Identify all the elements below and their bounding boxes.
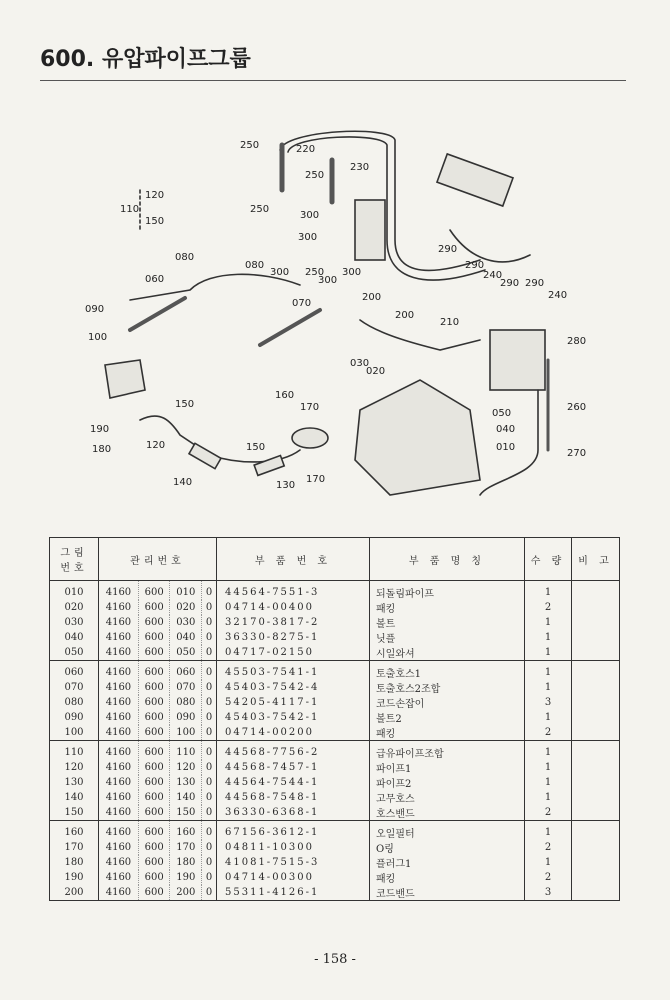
callout: 300 <box>318 275 338 286</box>
table-row <box>50 645 620 661</box>
callout: 090 <box>85 304 105 315</box>
fig-no-cell: 080 <box>50 695 99 710</box>
mgmt-no-cell: 190 <box>170 870 202 885</box>
mgmt-no-cell: 4160 <box>99 710 139 725</box>
part-name-cell: 플러그1 <box>370 855 525 870</box>
mgmt-no-cell: 0 <box>202 790 217 805</box>
remarks-cell <box>572 645 620 661</box>
table-row <box>50 741 620 761</box>
part-no-cell: 32170-3817-2 <box>217 615 370 630</box>
callout: 270 <box>567 448 587 459</box>
callout: 120 <box>146 440 166 451</box>
callout: 200 <box>395 310 415 321</box>
fig-no-cell: 140 <box>50 790 99 805</box>
mgmt-no-cell: 130 <box>170 775 202 790</box>
mgmt-no-cell: 090 <box>170 710 202 725</box>
table-header-row <box>50 538 620 581</box>
col-part-name: 부 품 명 칭 <box>370 538 525 581</box>
part-no-cell: 04714-00400 <box>217 600 370 615</box>
qty-cell: 2 <box>525 870 572 885</box>
mgmt-no-cell: 0 <box>202 821 217 841</box>
table-row <box>50 630 620 645</box>
part-no-cell: 04714-00200 <box>217 725 370 741</box>
mgmt-no-cell: 4160 <box>99 630 139 645</box>
callout: 300 <box>300 210 320 221</box>
qty-cell: 1 <box>525 710 572 725</box>
table-row <box>50 855 620 870</box>
mgmt-no-cell: 0 <box>202 645 217 661</box>
fig-no-cell: 090 <box>50 710 99 725</box>
part-name-cell: 코드밴드 <box>370 885 525 901</box>
remarks-cell <box>572 760 620 775</box>
part-name-cell: 오일필터 <box>370 821 525 841</box>
mgmt-no-cell: 600 <box>138 725 170 741</box>
mgmt-no-cell: 4160 <box>99 821 139 841</box>
callout: 060 <box>145 274 165 285</box>
remarks-cell <box>572 710 620 725</box>
qty-cell: 1 <box>525 581 572 601</box>
mgmt-no-cell: 600 <box>138 775 170 790</box>
table-row <box>50 885 620 901</box>
qty-cell: 2 <box>525 840 572 855</box>
table-row <box>50 600 620 615</box>
callout: 150 <box>145 216 165 227</box>
callout: 080 <box>245 260 265 271</box>
part-name-cell: 패킹 <box>370 870 525 885</box>
fig-no-cell: 170 <box>50 840 99 855</box>
qty-cell: 2 <box>525 725 572 741</box>
mgmt-no-cell: 200 <box>170 885 202 901</box>
callout: 110 <box>120 204 140 215</box>
mgmt-no-cell: 0 <box>202 710 217 725</box>
callout: 290 <box>465 260 485 271</box>
part-no-cell: 04717-02150 <box>217 645 370 661</box>
qty-cell: 2 <box>525 600 572 615</box>
qty-cell: 1 <box>525 760 572 775</box>
mgmt-no-cell: 160 <box>170 821 202 841</box>
callout: 260 <box>567 402 587 413</box>
mgmt-no-cell: 4160 <box>99 790 139 805</box>
callout: 290 <box>438 244 458 255</box>
table-row <box>50 710 620 725</box>
fig-no-cell: 050 <box>50 645 99 661</box>
callout: 250 <box>305 267 325 278</box>
remarks-cell <box>572 775 620 790</box>
callout: 190 <box>90 424 110 435</box>
col-part-no: 부 품 번 호 <box>217 538 370 581</box>
parts-list-table <box>49 537 620 901</box>
callout: 180 <box>92 444 112 455</box>
part-no-cell: 45503-7541-1 <box>217 661 370 681</box>
mgmt-no-cell: 600 <box>138 645 170 661</box>
table-row <box>50 790 620 805</box>
callout: 020 <box>366 366 386 377</box>
callout: 290 <box>525 278 545 289</box>
qty-cell: 1 <box>525 615 572 630</box>
callout: 280 <box>567 336 587 347</box>
part-no-cell: 04811-10300 <box>217 840 370 855</box>
mgmt-no-cell: 020 <box>170 600 202 615</box>
remarks-cell <box>572 790 620 805</box>
col-qty: 수 량 <box>525 538 572 581</box>
mgmt-no-cell: 030 <box>170 615 202 630</box>
part-name-cell: 고무호스 <box>370 790 525 805</box>
col-remarks: 비 고 <box>572 538 620 581</box>
callout: 300 <box>342 267 362 278</box>
mgmt-no-cell: 110 <box>170 741 202 761</box>
mgmt-no-cell: 4160 <box>99 885 139 901</box>
callout: 300 <box>298 232 318 243</box>
callout: 290 <box>500 278 520 289</box>
qty-cell: 1 <box>525 645 572 661</box>
mgmt-no-cell: 0 <box>202 805 217 821</box>
mgmt-no-cell: 0 <box>202 775 217 790</box>
callout: 250 <box>240 140 260 151</box>
callout: 250 <box>305 170 325 181</box>
mgmt-no-cell: 4160 <box>99 645 139 661</box>
table-row <box>50 775 620 790</box>
mgmt-no-cell: 0 <box>202 661 217 681</box>
remarks-cell <box>572 695 620 710</box>
remarks-cell <box>572 630 620 645</box>
table-row <box>50 760 620 775</box>
table-row <box>50 615 620 630</box>
mgmt-no-cell: 4160 <box>99 695 139 710</box>
table-row <box>50 840 620 855</box>
part-no-cell: 67156-3612-1 <box>217 821 370 841</box>
table-row <box>50 725 620 741</box>
fig-no-cell: 060 <box>50 661 99 681</box>
mgmt-no-cell: 600 <box>138 741 170 761</box>
mgmt-no-cell: 0 <box>202 885 217 901</box>
mgmt-no-cell: 600 <box>138 790 170 805</box>
fig-no-cell: 040 <box>50 630 99 645</box>
mgmt-no-cell: 0 <box>202 680 217 695</box>
mgmt-no-cell: 170 <box>170 840 202 855</box>
callout: 040 <box>496 424 516 435</box>
mgmt-no-cell: 4160 <box>99 741 139 761</box>
part-no-cell: 54205-4117-1 <box>217 695 370 710</box>
remarks-cell <box>572 615 620 630</box>
qty-cell: 1 <box>525 790 572 805</box>
part-name-cell: 토출호스1 <box>370 661 525 681</box>
part-name-cell: O링 <box>370 840 525 855</box>
mgmt-no-cell: 4160 <box>99 760 139 775</box>
callout: 300 <box>270 267 290 278</box>
callout: 220 <box>296 144 316 155</box>
part-name-cell: 되돌림파이프 <box>370 581 525 601</box>
part-name-cell: 닛플 <box>370 630 525 645</box>
callout: 130 <box>276 480 296 491</box>
fig-no-cell: 160 <box>50 821 99 841</box>
qty-cell: 1 <box>525 661 572 681</box>
mgmt-no-cell: 4160 <box>99 680 139 695</box>
mgmt-no-cell: 600 <box>138 615 170 630</box>
remarks-cell <box>572 661 620 681</box>
mgmt-no-cell: 4160 <box>99 661 139 681</box>
callout: 200 <box>362 292 382 303</box>
fig-no-cell: 190 <box>50 870 99 885</box>
remarks-cell <box>572 855 620 870</box>
remarks-cell <box>572 725 620 741</box>
fig-no-cell: 070 <box>50 680 99 695</box>
callout: 080 <box>175 252 195 263</box>
mgmt-no-cell: 600 <box>138 840 170 855</box>
fig-no-cell: 150 <box>50 805 99 821</box>
part-no-cell: 45403-7542-1 <box>217 710 370 725</box>
part-name-cell: 토출호스2조합 <box>370 680 525 695</box>
col-mgmt-no: 관리번호 <box>99 538 217 581</box>
part-name-cell: 볼트2 <box>370 710 525 725</box>
mgmt-no-cell: 4160 <box>99 870 139 885</box>
qty-cell: 3 <box>525 885 572 901</box>
mgmt-no-cell: 600 <box>138 855 170 870</box>
callout: 010 <box>496 442 516 453</box>
remarks-cell <box>572 870 620 885</box>
mgmt-no-cell: 600 <box>138 581 170 601</box>
mgmt-no-cell: 600 <box>138 805 170 821</box>
table-row <box>50 821 620 841</box>
part-name-cell: 패킹 <box>370 725 525 741</box>
callout: 150 <box>246 442 266 453</box>
mgmt-no-cell: 060 <box>170 661 202 681</box>
mgmt-no-cell: 0 <box>202 725 217 741</box>
mgmt-no-cell: 100 <box>170 725 202 741</box>
mgmt-no-cell: 0 <box>202 870 217 885</box>
table-row <box>50 581 620 601</box>
callout: 170 <box>306 474 326 485</box>
mgmt-no-cell: 040 <box>170 630 202 645</box>
part-name-cell: 호스밴드 <box>370 805 525 821</box>
remarks-cell <box>572 741 620 761</box>
part-name-cell: 시일와셔 <box>370 645 525 661</box>
mgmt-no-cell: 600 <box>138 630 170 645</box>
table-row <box>50 870 620 885</box>
page-title: 600. 유압파이프그룹 <box>40 47 251 72</box>
mgmt-no-cell: 0 <box>202 840 217 855</box>
fig-no-cell: 110 <box>50 741 99 761</box>
part-name-cell: 코드손잡이 <box>370 695 525 710</box>
mgmt-no-cell: 0 <box>202 855 217 870</box>
exploded-parts-diagram <box>60 120 620 510</box>
mgmt-no-cell: 4160 <box>99 581 139 601</box>
callout: 240 <box>483 270 503 281</box>
remarks-cell <box>572 600 620 615</box>
callout: 210 <box>440 317 460 328</box>
mgmt-no-cell: 120 <box>170 760 202 775</box>
fig-no-cell: 030 <box>50 615 99 630</box>
mgmt-no-cell: 4160 <box>99 600 139 615</box>
callout: 120 <box>145 190 165 201</box>
mgmt-no-cell: 0 <box>202 695 217 710</box>
mgmt-no-cell: 0 <box>202 760 217 775</box>
mgmt-no-cell: 600 <box>138 600 170 615</box>
fig-no-cell: 200 <box>50 885 99 901</box>
mgmt-no-cell: 050 <box>170 645 202 661</box>
part-no-cell: 44564-7551-3 <box>217 581 370 601</box>
remarks-cell <box>572 885 620 901</box>
table-row <box>50 805 620 821</box>
part-no-cell: 44568-7457-1 <box>217 760 370 775</box>
page-number: - 158 - <box>314 952 356 967</box>
qty-cell: 2 <box>525 805 572 821</box>
mgmt-no-cell: 4160 <box>99 840 139 855</box>
mgmt-no-cell: 600 <box>138 885 170 901</box>
mgmt-no-cell: 600 <box>138 821 170 841</box>
remarks-cell <box>572 581 620 601</box>
qty-cell: 1 <box>525 741 572 761</box>
mgmt-no-cell: 0 <box>202 615 217 630</box>
part-no-cell: 45403-7542-4 <box>217 680 370 695</box>
mgmt-no-cell: 4160 <box>99 725 139 741</box>
qty-cell: 1 <box>525 630 572 645</box>
table-row <box>50 695 620 710</box>
mgmt-no-cell: 4160 <box>99 805 139 821</box>
mgmt-no-cell: 070 <box>170 680 202 695</box>
part-name-cell: 볼트 <box>370 615 525 630</box>
mgmt-no-cell: 0 <box>202 741 217 761</box>
fig-no-cell: 130 <box>50 775 99 790</box>
callout: 150 <box>175 399 195 410</box>
qty-cell: 3 <box>525 695 572 710</box>
callout: 240 <box>548 290 568 301</box>
mgmt-no-cell: 600 <box>138 870 170 885</box>
callout: 070 <box>292 298 312 309</box>
mgmt-no-cell: 0 <box>202 581 217 601</box>
part-no-cell: 36330-6368-1 <box>217 805 370 821</box>
mgmt-no-cell: 140 <box>170 790 202 805</box>
fig-no-cell: 120 <box>50 760 99 775</box>
diagram-drawing <box>60 120 620 510</box>
part-name-cell: 급유파이프조합 <box>370 741 525 761</box>
part-no-cell: 44564-7544-1 <box>217 775 370 790</box>
part-no-cell: 55311-4126-1 <box>217 885 370 901</box>
fig-no-cell: 010 <box>50 581 99 601</box>
part-no-cell: 36330-8275-1 <box>217 630 370 645</box>
callout: 050 <box>492 408 512 419</box>
mgmt-no-cell: 0 <box>202 600 217 615</box>
mgmt-no-cell: 150 <box>170 805 202 821</box>
mgmt-no-cell: 4160 <box>99 775 139 790</box>
table-row <box>50 661 620 681</box>
remarks-cell <box>572 680 620 695</box>
qty-cell: 1 <box>525 775 572 790</box>
title-divider <box>40 80 626 81</box>
mgmt-no-cell: 4160 <box>99 615 139 630</box>
part-no-cell: 44568-7548-1 <box>217 790 370 805</box>
qty-cell: 1 <box>525 855 572 870</box>
table-row <box>50 680 620 695</box>
mgmt-no-cell: 080 <box>170 695 202 710</box>
part-no-cell: 41081-7515-3 <box>217 855 370 870</box>
callout-labels <box>85 140 586 491</box>
fig-no-cell: 180 <box>50 855 99 870</box>
mgmt-no-cell: 0 <box>202 630 217 645</box>
mgmt-no-cell: 600 <box>138 680 170 695</box>
part-name-cell: 파이프1 <box>370 760 525 775</box>
mgmt-no-cell: 010 <box>170 581 202 601</box>
col-fig-no: 그림 번호 <box>50 538 99 581</box>
callout: 100 <box>88 332 108 343</box>
mgmt-no-cell: 180 <box>170 855 202 870</box>
callout: 140 <box>173 477 193 488</box>
part-name-cell: 파이프2 <box>370 775 525 790</box>
callout: 030 <box>350 358 370 369</box>
qty-cell: 1 <box>525 821 572 841</box>
qty-cell: 1 <box>525 680 572 695</box>
callout: 230 <box>350 162 370 173</box>
part-no-cell: 04714-00300 <box>217 870 370 885</box>
mgmt-no-cell: 600 <box>138 695 170 710</box>
callout: 170 <box>300 402 320 413</box>
callout: 250 <box>250 204 270 215</box>
mgmt-no-cell: 600 <box>138 661 170 681</box>
mgmt-no-cell: 600 <box>138 760 170 775</box>
remarks-cell <box>572 821 620 841</box>
mgmt-no-cell: 4160 <box>99 855 139 870</box>
fig-no-cell: 020 <box>50 600 99 615</box>
remarks-cell <box>572 805 620 821</box>
callout: 160 <box>275 390 295 401</box>
remarks-cell <box>572 840 620 855</box>
part-name-cell: 패킹 <box>370 600 525 615</box>
mgmt-no-cell: 600 <box>138 710 170 725</box>
fig-no-cell: 100 <box>50 725 99 741</box>
part-no-cell: 44568-7756-2 <box>217 741 370 761</box>
parts-table-body <box>50 581 620 901</box>
